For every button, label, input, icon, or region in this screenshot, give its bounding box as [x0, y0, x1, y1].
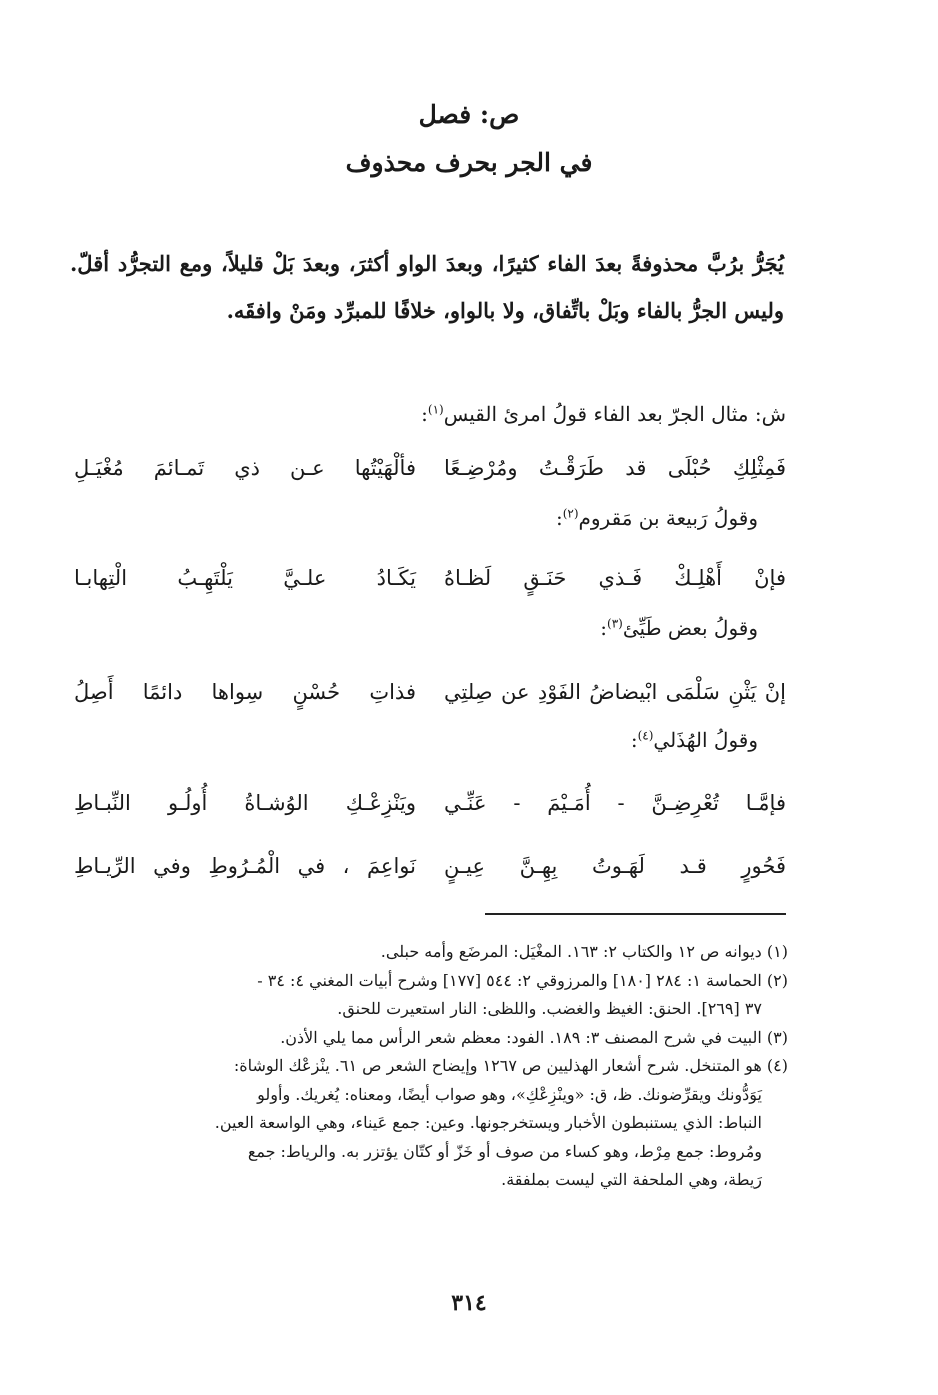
- footnote-ref: (٤): [637, 728, 654, 743]
- footnote: [70, 938, 788, 967]
- section-title: في الجر بحرف محذوف: [345, 148, 593, 177]
- commentary-colon: :: [555, 506, 563, 530]
- page-number: ٣١٤: [451, 1290, 487, 1316]
- footnote-text: ديوانه ص ١٢ والكتاب ٢: ١٦٣. المغْيَل: المرضَع وأمه حبلى.: [380, 942, 762, 961]
- section-heading: ص: فصل: [418, 100, 520, 129]
- commentary-text: وقولُ رَبيعة بن مَقروم: [578, 506, 758, 530]
- commentary-text: ش: مثال الجرّ بعد الفاء قولُ امرئ القيس: [443, 402, 786, 426]
- verse-line: [74, 448, 786, 488]
- footnote-text: البيت في شرح المصنف ٣: ١٨٩. الفود: معظم شعر الرأس مما يلي الأذن.: [280, 1027, 762, 1047]
- verse-first-hemistich: فإنْ أَهْلِـكْ فَـذي حَنَـقٍ لَظـاهُ: [444, 566, 786, 590]
- verse-first-hemistich: فإمَّـا تُعْرِضِـنَّ - أُمَـيْمَ - عَنِّـي: [444, 791, 786, 815]
- verse-first-hemistich: فَحُورٍ قـد لَهَـوتُ بِهِـنَّ عِيـنٍ: [444, 854, 786, 878]
- footnote-text: يَوَدُّونك ويقرِّضونك. ظ، ق: «وينْزِعْكِ»، وهو صواب أيضًا، ومعناه: يُغريك. وأولو: [257, 1084, 762, 1104]
- commentary-line: [600, 616, 758, 640]
- footnote: [70, 967, 788, 1024]
- verse-line: [74, 558, 786, 598]
- footnote-text: ٣٧ [٢٦٩]. الحنق: الغيظ والغضب. واللظى: النار استعيرت للحنق.: [337, 999, 762, 1018]
- verse-line: [74, 846, 786, 886]
- footnote-number: (٢): [766, 970, 788, 990]
- commentary-colon: :: [421, 402, 428, 426]
- verse-second-hemistich: فألْهَيْتُها عـن ذي تَمـائمَ مُغْيَـلِ: [74, 456, 416, 480]
- footnote-separator: [485, 913, 786, 915]
- verse-second-hemistich: نَواعِمَ ، في الْمُـرُوطِ وفي الرِّيـاطِ: [74, 854, 416, 878]
- commentary-line: [631, 728, 758, 752]
- verse-line: [74, 783, 786, 823]
- commentary-line: [421, 402, 786, 426]
- footnote-text: ومُروط: جمع مِرْط، وهو كساء من صوف أو خَزّ أو كتّان يؤتزر به. والرياط: جمع: [247, 1141, 762, 1161]
- commentary-text: وقولُ بعض طَيِّئ: [622, 616, 758, 640]
- verse-line: [74, 672, 786, 712]
- footnote-number: (٣): [766, 1027, 788, 1047]
- footnote-ref: (٢): [562, 506, 579, 521]
- commentary-colon: :: [630, 728, 638, 752]
- verse-first-hemistich: فَمِثْلِكِ حُبْلَى قد طَرَقْـتُ ومُرْضِـعًا: [444, 456, 786, 480]
- footnote-number: (١): [766, 942, 788, 961]
- verse-second-hemistich: ويَنْزِعْـكِ الوُشـاةُ أُولُـو النِّبـاطِ: [74, 791, 416, 815]
- footnote: [70, 1024, 788, 1053]
- commentary-colon: :: [600, 616, 608, 640]
- verse-second-hemistich: يَكَـادُ علـيَّ يَلْتَهِـبُ الْتِهابـا: [74, 566, 416, 590]
- footnote-text: هو المتنخل. شرح أشعار الهذليين ص ١٢٦٧ وإيضاح الشعر ص ٦١. ينْزعْك الوشاة:: [233, 1056, 762, 1075]
- footnote: [70, 1052, 788, 1195]
- commentary-line: [556, 506, 758, 530]
- main-text: يُجَرُّ برُبَّ محذوفةً بعدَ الفاء كثيرًا، وبعدَ الواو أكثرَ، وبعدَ بَلْ قليلاً، ومع التجرُّد أقلّ. وليس الجرُّ بالفاء وبَلْ باتِّفاق، ولا بالواو، خلافًا للمبرِّد ومَنْ وافقَه.: [70, 251, 784, 323]
- footnotes: [70, 938, 788, 1195]
- commentary-text: وقولُ الهُذَلي: [653, 728, 758, 752]
- footnote-text: النباط: الذي يستنبطون الأخبار ويستخرجونها. وعين: جمع عَيناء، وهي الواسعة العين.: [214, 1113, 762, 1132]
- verse-second-hemistich: فذاتِ حُسْنٍ سِواها دائمًا أَصِلُ: [74, 680, 416, 704]
- footnote-text: رَيطة، وهي الملحفة التي ليست بملفقة.: [501, 1170, 762, 1189]
- footnote-ref: (١): [427, 402, 444, 417]
- footnote-ref: (٣): [607, 616, 623, 631]
- footnote-text: الحماسة ١: ٢٨٤ [١٨٠] والمرزوقي ٢: ٥٤٤ [١٧٧] وشرح أبيات المغني ٤: ٣٤ -: [257, 970, 762, 990]
- verse-first-hemistich: إنْ يَثْنِ سَلْمَى ابْيضاضُ الفَوْدِ عن صِلتِي: [444, 680, 786, 704]
- footnote-number: (٤): [766, 1056, 788, 1075]
